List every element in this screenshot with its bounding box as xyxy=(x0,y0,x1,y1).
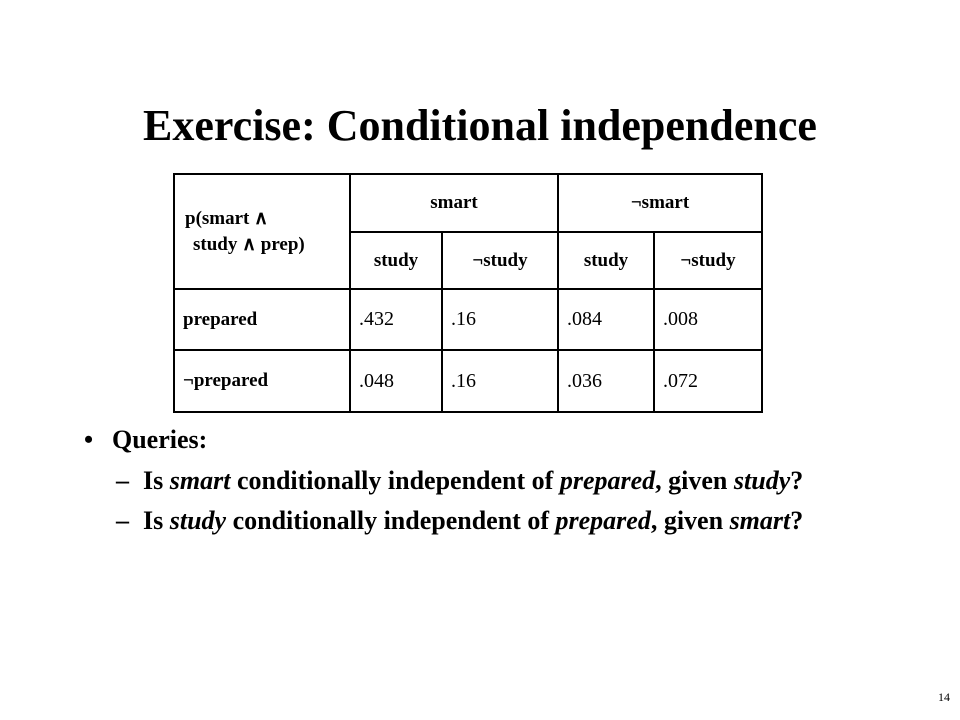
row-label-not-prepared: ¬prepared xyxy=(174,350,350,412)
queries-bullet xyxy=(84,422,904,458)
table-cell: .16 xyxy=(442,350,558,412)
query-text: ? xyxy=(790,466,804,495)
table-corner-header xyxy=(174,174,350,289)
query-text: Is xyxy=(143,466,170,495)
query-variable: prepared xyxy=(555,506,651,535)
slide-title: Exercise: Conditional independence xyxy=(143,101,817,150)
query-variable: study xyxy=(169,506,227,535)
query-text: , given xyxy=(650,506,730,535)
sub-header-study: study xyxy=(350,232,442,289)
query-variable: smart xyxy=(729,506,791,535)
table-cell: .16 xyxy=(442,289,558,350)
sub-header-study: study xyxy=(558,232,654,289)
query-text: ? xyxy=(790,506,804,535)
table-cell: .048 xyxy=(350,350,442,412)
query-variable: prepared xyxy=(559,466,656,495)
table-cell: .072 xyxy=(654,350,762,412)
query-text: Is xyxy=(143,506,170,535)
query-item-1 xyxy=(84,464,904,498)
page-number: 14 xyxy=(938,690,950,704)
probability-table xyxy=(173,173,763,413)
query-variable: smart xyxy=(169,466,231,495)
table-row xyxy=(174,289,762,350)
table-cell: .036 xyxy=(558,350,654,412)
corner-line-1: p(smart ∧ xyxy=(185,207,269,229)
group-header-not-smart: ¬smart xyxy=(558,174,762,232)
table-cell: .432 xyxy=(350,289,442,350)
sub-header-not-study: ¬study xyxy=(654,232,762,289)
bullet-dot: • xyxy=(84,425,94,454)
dash-marker: – xyxy=(116,506,129,535)
query-item-2 xyxy=(84,504,904,538)
query-text: , given xyxy=(655,466,734,495)
sub-header-not-study: ¬study xyxy=(442,232,558,289)
queries-list xyxy=(84,422,904,538)
dash-marker: – xyxy=(116,466,129,495)
corner-line-2: study ∧ prep) xyxy=(193,233,305,255)
query-variable: study xyxy=(733,466,791,495)
table-cell: .008 xyxy=(654,289,762,350)
group-header-smart: smart xyxy=(350,174,558,232)
queries-heading: Queries: xyxy=(112,425,208,454)
row-label-prepared: prepared xyxy=(174,289,350,350)
query-text: conditionally independent of xyxy=(226,506,556,535)
table-row xyxy=(174,350,762,412)
query-text: conditionally independent of xyxy=(230,466,560,495)
table-cell: .084 xyxy=(558,289,654,350)
